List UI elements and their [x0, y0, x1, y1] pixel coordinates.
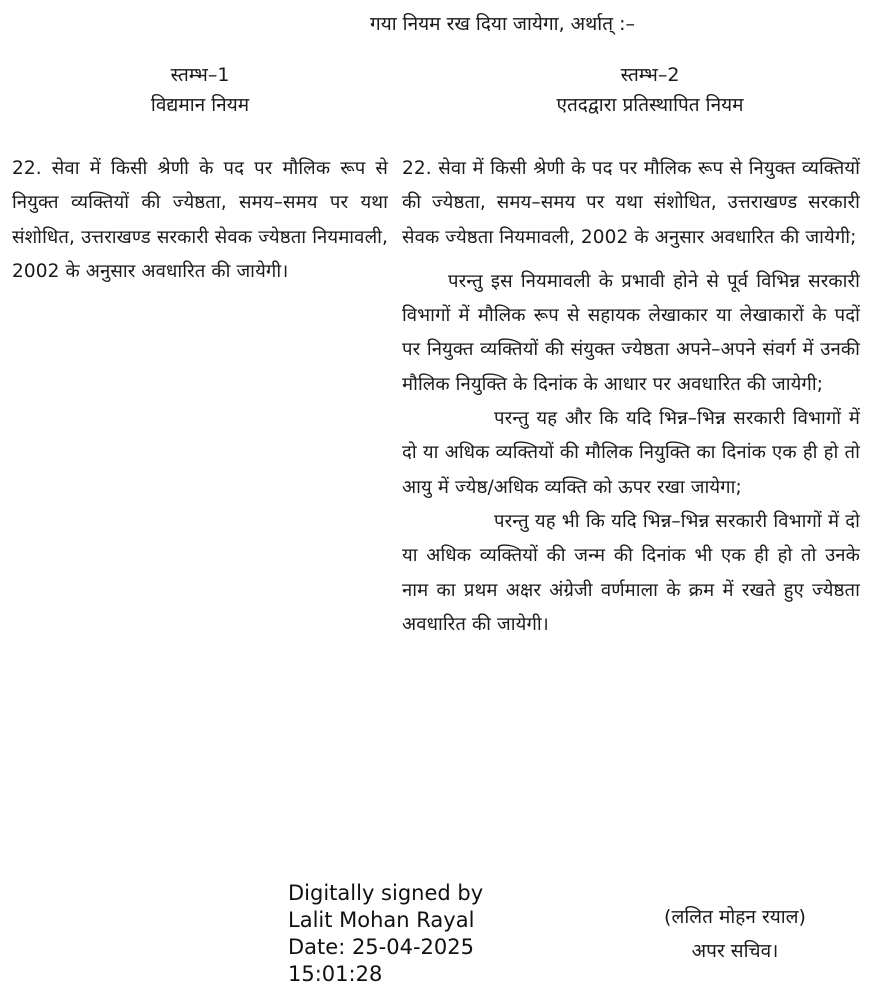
right-column-heading: [500, 60, 800, 120]
left-column-heading: [100, 60, 300, 120]
signature-line-4: 15:01:28: [288, 962, 383, 986]
existing-rule-paragraph: 22. सेवा में किसी श्रेणी के पद पर मौलिक रूप से नियुक्त व्यक्तियों की ज्येष्ठता, समय–समय पर यथा संशोधित, उत्तराखण्ड सरकारी सेवक ज्येष्ठता नियमावली, 2002 के अनुसार अवधारित की जायेगी।: [12, 158, 388, 282]
digital-signature-block: [288, 880, 483, 988]
signature-line-3: Date: 25-04-2025: [288, 935, 474, 959]
left-column-number: स्तम्भ–1: [170, 64, 230, 86]
right-column-number: स्तम्भ–2: [620, 64, 680, 86]
substituted-rule-text: [402, 152, 860, 642]
signature-line-1: Digitally signed by: [288, 881, 484, 905]
intro-line: गया नियम रख दिया जायेगा, अर्थात् :–: [370, 13, 635, 35]
officer-designation: अपर सचिव।: [691, 940, 779, 962]
left-column-title: विद्यमान नियम: [150, 94, 250, 116]
right-column-title: एतदद्वारा प्रतिस्थापित नियम: [556, 94, 744, 116]
proviso-paragraph-2: परन्तु यह और कि यदि भिन्न–भिन्न सरकारी विभागों में दो या अधिक व्यक्तियों की मौलिक नियुक्ति का दिनांक एक ही हो तो आयु में ज्येष्ठ/अधिक व्यक्ति को ऊपर रखा जायेगा;: [402, 408, 860, 498]
officer-name: (ललित मोहन रयाल): [664, 906, 806, 928]
existing-rule-text: [12, 152, 388, 289]
signing-officer: [620, 900, 850, 968]
proviso-paragraph-3: परन्तु यह भी कि यदि भिन्न–भिन्न सरकारी विभागों में दो या अधिक व्यक्तियों की जन्म की दिनांक भी एक ही हो तो उनके नाम का प्रथम अक्षर अंग्रेजी वर्णमाला के क्रम में रखते हुए ज्येष्ठता अवधारित की जायेगी।: [402, 510, 860, 635]
proviso-paragraph-1: परन्तु इस नियमावली के प्रभावी होने से पूर्व विभिन्न सरकारी विभागों में मौलिक रूप से सहायक लेखाकार या लेखाकारों के पदों पर नियुक्त व्यक्तियों की संयुक्त ज्येष्ठता अपने–अपने संवर्ग में उनकी मौलिक नियुक्ति के दिनांक के आधार पर अवधारित की जायेगी;: [402, 270, 860, 395]
substituted-rule-paragraph: 22. सेवा में किसी श्रेणी के पद पर मौलिक रूप से नियुक्त व्यक्तियों की ज्येष्ठता, समय–समय पर यथा संशोधित, उत्तराखण्ड सरकारी सेवक ज्येष्ठता नियमावली, 2002 के अनुसार अवधारित की जायेगी;: [402, 158, 860, 248]
signature-line-2: Lalit Mohan Rayal: [288, 908, 475, 932]
